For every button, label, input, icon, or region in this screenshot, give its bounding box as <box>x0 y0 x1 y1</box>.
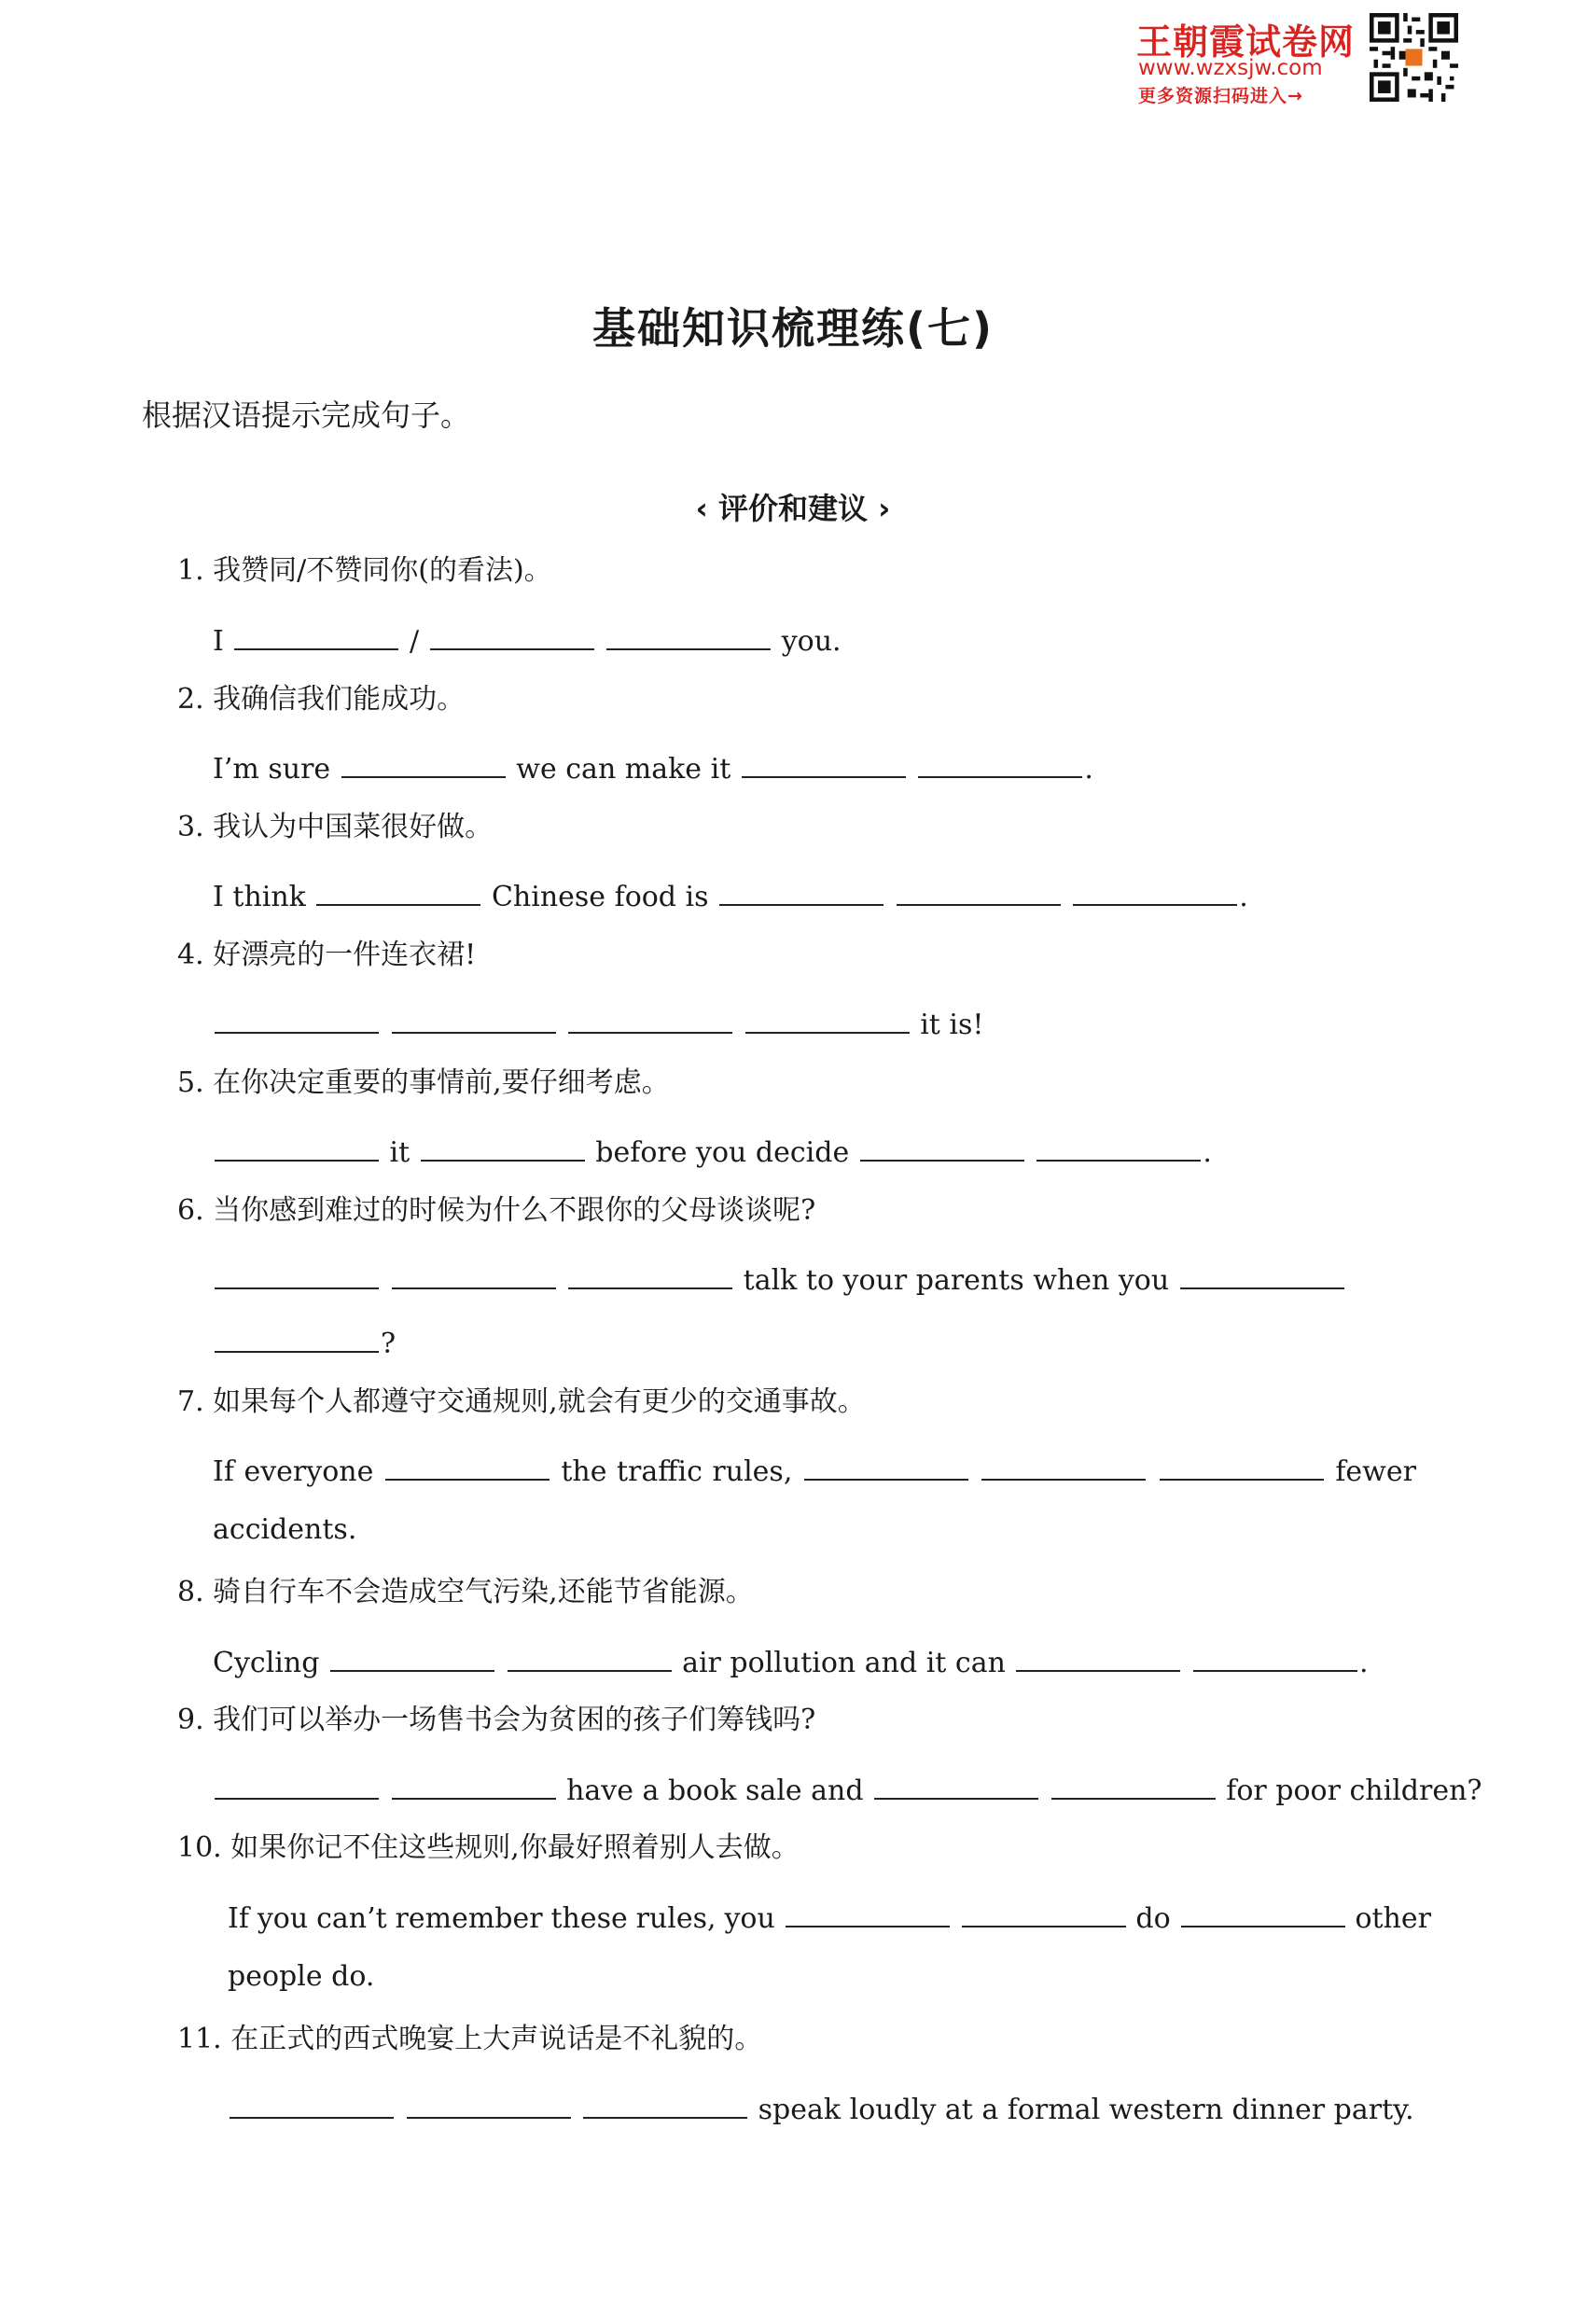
answer-blank[interactable] <box>1160 1453 1324 1481</box>
question-10-sentence: If you can’t remember these rules, you do other <box>228 1900 1431 1933</box>
answer-blank[interactable] <box>1051 1772 1216 1800</box>
answer-blank[interactable] <box>392 1261 556 1289</box>
answer-blank[interactable] <box>230 2091 394 2119</box>
answer-blank[interactable] <box>407 2091 571 2119</box>
answer-blank[interactable] <box>1016 1644 1180 1672</box>
answer-blank[interactable] <box>897 878 1061 906</box>
question-6-sentence: talk to your parents when you <box>213 1261 1346 1295</box>
answer-blank[interactable] <box>742 750 906 778</box>
question-10-sentence-cont: people do. <box>228 1960 375 1993</box>
question-5-chinese: 5. 在你决定重要的事情前,要仔细考虑。 <box>177 1066 670 1099</box>
answer-blank[interactable] <box>568 1006 732 1034</box>
question-3-chinese: 3. 我认为中国菜很好做。 <box>177 811 494 843</box>
question-6-chinese: 6. 当你感到难过的时候为什么不跟你的父母谈谈呢? <box>177 1194 816 1227</box>
question-3-sentence: I think Chinese food is . <box>213 878 1248 912</box>
answer-blank[interactable] <box>606 622 771 650</box>
answer-blank[interactable] <box>1073 878 1237 906</box>
logo-title: 王朝霞试卷网 <box>1136 21 1356 63</box>
question-7-sentence-cont: accidents. <box>213 1513 357 1546</box>
instruction: 根据汉语提示完成句子。 <box>142 397 471 433</box>
answer-blank[interactable] <box>392 1772 556 1800</box>
answer-blank[interactable] <box>918 750 1082 778</box>
qr-code-icon <box>1370 13 1458 102</box>
answer-blank[interactable] <box>430 622 594 650</box>
question-7-chinese: 7. 如果每个人都遵守交通规则,就会有更少的交通事故。 <box>177 1385 866 1418</box>
question-11-sentence: speak loudly at a formal western dinner party. <box>228 2091 1414 2124</box>
question-4-chinese: 4. 好漂亮的一件连衣裙! <box>177 939 477 971</box>
question-11-chinese: 11. 在正式的西式晚宴上大声说话是不礼貌的。 <box>177 2023 763 2055</box>
question-8-chinese: 8. 骑自行车不会造成空气污染,还能节省能源。 <box>177 1576 754 1608</box>
question-1-chinese: 1. 我赞同/不赞同你(的看法)。 <box>177 554 552 587</box>
answer-blank[interactable] <box>421 1134 585 1162</box>
answer-blank[interactable] <box>786 1900 950 1927</box>
answer-blank[interactable] <box>215 1134 379 1162</box>
answer-blank[interactable] <box>330 1644 494 1672</box>
answer-blank[interactable] <box>583 2091 747 2119</box>
question-7-sentence: If everyone the traffic rules, fewer <box>213 1453 1416 1486</box>
answer-blank[interactable] <box>385 1453 550 1481</box>
answer-blank[interactable] <box>1036 1134 1201 1162</box>
logo-url: www.wzxsjw.com <box>1138 56 1323 80</box>
answer-blank[interactable] <box>1180 1261 1344 1289</box>
answer-blank[interactable] <box>962 1900 1126 1927</box>
answer-blank[interactable] <box>215 1006 379 1034</box>
question-2-chinese: 2. 我确信我们能成功。 <box>177 683 466 716</box>
question-8-sentence: Cycling air pollution and it can . <box>213 1644 1369 1677</box>
question-2-sentence: I’m sure we can make it . <box>213 750 1093 784</box>
answer-blank[interactable] <box>1193 1644 1357 1672</box>
answer-blank[interactable] <box>1181 1900 1345 1927</box>
answer-blank[interactable] <box>981 1453 1146 1481</box>
answer-blank[interactable] <box>316 878 480 906</box>
answer-blank[interactable] <box>215 1261 379 1289</box>
brand-logo <box>1136 13 1458 106</box>
question-5-sentence: it before you decide . <box>213 1134 1212 1167</box>
answer-blank[interactable] <box>568 1261 732 1289</box>
answer-blank[interactable] <box>860 1134 1024 1162</box>
answer-blank[interactable] <box>804 1453 968 1481</box>
question-1-sentence: I / you. <box>213 622 842 656</box>
page-title: 基础知识梳理练(七) <box>591 303 995 354</box>
answer-blank[interactable] <box>341 750 506 778</box>
answer-blank[interactable] <box>234 622 398 650</box>
answer-blank[interactable] <box>508 1644 672 1672</box>
question-9-chinese: 9. 我们可以举办一场售书会为贫困的孩子们筹钱吗? <box>177 1704 816 1736</box>
section-heading: ‹ 评价和建议 › <box>695 491 891 526</box>
question-10-chinese: 10. 如果你记不住这些规则,你最好照着别人去做。 <box>177 1831 800 1864</box>
question-4-sentence: it is! <box>213 1006 983 1039</box>
answer-blank[interactable] <box>215 1325 379 1353</box>
question-9-sentence: have a book sale and for poor children? <box>213 1772 1482 1805</box>
answer-blank[interactable] <box>745 1006 910 1034</box>
answer-blank[interactable] <box>215 1772 379 1800</box>
answer-blank[interactable] <box>392 1006 556 1034</box>
answer-blank[interactable] <box>874 1772 1038 1800</box>
logo-subtitle: 更多资源扫码进入→ <box>1138 86 1303 106</box>
answer-blank[interactable] <box>719 878 883 906</box>
question-6-sentence-cont: ? <box>213 1325 396 1358</box>
